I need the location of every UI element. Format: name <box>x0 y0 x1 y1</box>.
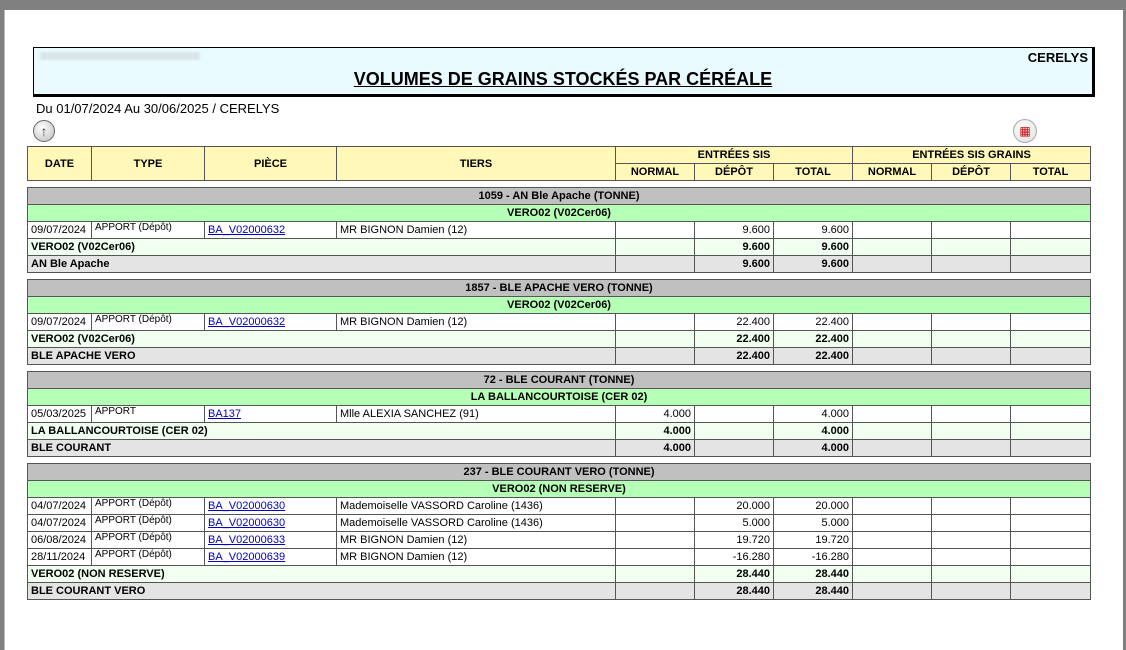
row-piece <box>205 532 337 549</box>
row-grains-cell <box>1011 515 1091 532</box>
row-piece <box>205 222 337 239</box>
row-normal <box>616 532 695 549</box>
subtotal-row-total: 22.400 <box>774 331 853 348</box>
piece-link[interactable]: BA_V02000639 <box>208 551 286 563</box>
subtotal-row-normal <box>616 566 695 583</box>
row-normal <box>616 314 695 331</box>
row-total: 19.720 <box>774 532 853 549</box>
total-row-grains-cell <box>932 256 1011 273</box>
col-tiers: TIERS <box>337 147 616 181</box>
subtotal-row <box>28 331 1091 348</box>
row-piece <box>205 406 337 423</box>
row-grains-cell <box>1011 532 1091 549</box>
total-row-grains-cell <box>932 440 1011 457</box>
row-depot: 22.400 <box>695 314 774 331</box>
row-grains-cell <box>853 549 932 566</box>
total-row-total: 28.440 <box>774 583 853 600</box>
total-row <box>28 348 1091 365</box>
col-total: TOTAL <box>774 164 853 181</box>
row-normal <box>616 498 695 515</box>
piece-link[interactable]: BA_V02000632 <box>208 316 286 328</box>
subtotal-row-total: 9.600 <box>774 239 853 256</box>
row-normal <box>616 222 695 239</box>
subtotal-row-depot: 9.600 <box>695 239 774 256</box>
piece-link[interactable]: BA_V02000632 <box>208 224 286 236</box>
group-title: 1857 - BLE APACHE VERO (TONNE) <box>28 280 1091 297</box>
subtotal-row-depot <box>695 423 774 440</box>
col-piece: PIÈCE <box>205 147 337 181</box>
subtotal-row-grains-cell <box>853 566 932 583</box>
table-row <box>28 515 1091 532</box>
row-grains-cell <box>853 498 932 515</box>
subtotal-row <box>28 423 1091 440</box>
total-row-grains-cell <box>853 440 932 457</box>
subtotal-row-depot: 28.440 <box>695 566 774 583</box>
group-spacer <box>28 365 1091 372</box>
subtotal-row-total: 28.440 <box>774 566 853 583</box>
total-row <box>28 256 1091 273</box>
row-type: APPORT (Dépôt) <box>92 549 205 566</box>
subgroup-title: VERO02 (V02Cer06) <box>28 297 1091 314</box>
subtotal-row-grains-cell <box>932 239 1011 256</box>
group-spacer <box>28 181 1091 188</box>
subtotal-row <box>28 566 1091 583</box>
piece-link[interactable]: BA137 <box>208 408 242 420</box>
subtotal-row-grains-cell <box>853 239 932 256</box>
row-tiers: Mlle ALEXIA SANCHEZ (91) <box>337 406 616 423</box>
row-grains-cell <box>1011 406 1091 423</box>
row-depot <box>695 406 774 423</box>
print-icon[interactable]: ▦ <box>1013 119 1037 143</box>
table-row <box>28 314 1091 331</box>
row-date: 05/03/2025 <box>28 406 92 423</box>
col-total-grains: TOTAL <box>1011 164 1091 181</box>
row-piece <box>205 498 337 515</box>
row-total: 22.400 <box>774 314 853 331</box>
total-row-grains-cell <box>853 348 932 365</box>
total-row <box>28 583 1091 600</box>
total-row-normal: 4.000 <box>616 440 695 457</box>
total-row-label: BLE COURANT <box>28 440 616 457</box>
total-row-depot: 22.400 <box>695 348 774 365</box>
col-entrees-sis-grains: ENTRÉES SIS GRAINS <box>853 147 1091 164</box>
row-type: APPORT (Dépôt) <box>92 498 205 515</box>
row-tiers: Mademoiselle VASSORD Caroline (1436) <box>337 515 616 532</box>
row-grains-cell <box>932 406 1011 423</box>
row-total: 20.000 <box>774 498 853 515</box>
total-row-normal <box>616 583 695 600</box>
row-grains-cell <box>932 515 1011 532</box>
report-period: Du 01/07/2024 Au 30/06/2025 / CERELYS <box>36 101 280 116</box>
row-type: APPORT (Dépôt) <box>92 515 205 532</box>
row-depot: 5.000 <box>695 515 774 532</box>
row-tiers: MR BIGNON Damien (12) <box>337 222 616 239</box>
total-row-grains-cell <box>1011 348 1091 365</box>
report-header <box>33 47 1095 97</box>
col-date: DATE <box>28 147 92 181</box>
subtotal-row-normal <box>616 239 695 256</box>
col-entrees-sis: ENTRÉES SIS <box>616 147 853 164</box>
row-date: 04/07/2024 <box>28 515 92 532</box>
subgroup-title: VERO02 (V02Cer06) <box>28 205 1091 222</box>
table-row <box>28 406 1091 423</box>
subtotal-row-label: VERO02 (V02Cer06) <box>28 239 616 256</box>
row-grains-cell <box>932 549 1011 566</box>
subtotal-row-total: 4.000 <box>774 423 853 440</box>
total-row-depot: 9.600 <box>695 256 774 273</box>
row-grains-cell <box>1011 549 1091 566</box>
subtotal-row-label: VERO02 (NON RESERVE) <box>28 566 616 583</box>
row-grains-cell <box>853 532 932 549</box>
row-depot: 19.720 <box>695 532 774 549</box>
row-grains-cell <box>932 314 1011 331</box>
table-row <box>28 498 1091 515</box>
report-table <box>27 146 1091 600</box>
total-row-label: AN Ble Apache <box>28 256 616 273</box>
group-spacer <box>28 457 1091 464</box>
total-row-total: 4.000 <box>774 440 853 457</box>
row-date: 09/07/2024 <box>28 222 92 239</box>
group-spacer <box>28 273 1091 280</box>
col-type: TYPE <box>92 147 205 181</box>
row-date: 06/08/2024 <box>28 532 92 549</box>
group-title: 237 - BLE COURANT VERO (TONNE) <box>28 464 1091 481</box>
total-row-grains-cell <box>932 583 1011 600</box>
col-depot-grains: DÉPÔT <box>932 164 1011 181</box>
table-row <box>28 532 1091 549</box>
subgroup-title: VERO02 (NON RESERVE) <box>28 481 1091 498</box>
row-depot: 20.000 <box>695 498 774 515</box>
row-tiers: MR BIGNON Damien (12) <box>337 314 616 331</box>
group-title: 72 - BLE COURANT (TONNE) <box>28 372 1091 389</box>
total-row-depot: 28.440 <box>695 583 774 600</box>
row-grains-cell <box>1011 498 1091 515</box>
company-name: CERELYS <box>1027 50 1088 65</box>
row-depot: -16.280 <box>695 549 774 566</box>
row-piece <box>205 515 337 532</box>
total-row-normal <box>616 256 695 273</box>
subtotal-row-grains-cell <box>853 331 932 348</box>
row-type: APPORT (Dépôt) <box>92 222 205 239</box>
col-normal-grains: NORMAL <box>853 164 932 181</box>
row-total: 5.000 <box>774 515 853 532</box>
total-row-normal <box>616 348 695 365</box>
row-total: 4.000 <box>774 406 853 423</box>
subtotal-row-grains-cell <box>932 423 1011 440</box>
subtotal-row-grains-cell <box>932 331 1011 348</box>
row-normal <box>616 515 695 532</box>
row-date: 09/07/2024 <box>28 314 92 331</box>
row-depot: 9.600 <box>695 222 774 239</box>
row-date: 28/11/2024 <box>28 549 92 566</box>
total-row-grains-cell <box>853 256 932 273</box>
blurred-text <box>40 52 200 60</box>
row-tiers: MR BIGNON Damien (12) <box>337 532 616 549</box>
subtotal-row-grains-cell <box>853 423 932 440</box>
piece-link[interactable]: BA_V02000630 <box>208 517 286 529</box>
row-grains-cell <box>1011 222 1091 239</box>
total-row-depot <box>695 440 774 457</box>
table-row <box>28 222 1091 239</box>
row-grains-cell <box>1011 314 1091 331</box>
row-grains-cell <box>932 222 1011 239</box>
subtotal-row-grains-cell <box>1011 331 1091 348</box>
row-type: APPORT (Dépôt) <box>92 314 205 331</box>
row-normal <box>616 549 695 566</box>
row-total: 9.600 <box>774 222 853 239</box>
row-piece <box>205 314 337 331</box>
table-row <box>28 549 1091 566</box>
row-date: 04/07/2024 <box>28 498 92 515</box>
row-grains-cell <box>853 314 932 331</box>
row-grains-cell <box>932 532 1011 549</box>
row-type: APPORT <box>92 406 205 423</box>
subtotal-row-grains-cell <box>1011 423 1091 440</box>
arrow-up-icon[interactable]: ↑ <box>33 120 55 142</box>
total-row-label: BLE COURANT VERO <box>28 583 616 600</box>
total-row-total: 9.600 <box>774 256 853 273</box>
subgroup-title: LA BALLANCOURTOISE (CER 02) <box>28 389 1091 406</box>
total-row-grains-cell <box>1011 256 1091 273</box>
total-row-grains-cell <box>1011 583 1091 600</box>
subtotal-row-grains-cell <box>1011 239 1091 256</box>
total-row-grains-cell <box>932 348 1011 365</box>
subtotal-row-grains-cell <box>1011 566 1091 583</box>
subtotal-row-depot: 22.400 <box>695 331 774 348</box>
col-normal: NORMAL <box>616 164 695 181</box>
row-grains-cell <box>853 222 932 239</box>
subtotal-row <box>28 239 1091 256</box>
row-grains-cell <box>853 515 932 532</box>
subtotal-row-normal <box>616 331 695 348</box>
row-grains-cell <box>932 498 1011 515</box>
total-row-label: BLE APACHE VERO <box>28 348 616 365</box>
subtotal-row-label: LA BALLANCOURTOISE (CER 02) <box>28 423 616 440</box>
subtotal-row-label: VERO02 (V02Cer06) <box>28 331 616 348</box>
report-title: VOLUMES DE GRAINS STOCKÉS PAR CÉRÉALE <box>353 69 773 89</box>
row-total: -16.280 <box>774 549 853 566</box>
row-type: APPORT (Dépôt) <box>92 532 205 549</box>
total-row-total: 22.400 <box>774 348 853 365</box>
total-row-grains-cell <box>853 583 932 600</box>
piece-link[interactable]: BA_V02000633 <box>208 534 286 546</box>
row-tiers: Mademoiselle VASSORD Caroline (1436) <box>337 498 616 515</box>
total-row <box>28 440 1091 457</box>
piece-link[interactable]: BA_V02000630 <box>208 500 286 512</box>
col-depot: DÉPÔT <box>695 164 774 181</box>
row-piece <box>205 549 337 566</box>
row-normal: 4.000 <box>616 406 695 423</box>
subtotal-row-grains-cell <box>932 566 1011 583</box>
group-title: 1059 - AN Ble Apache (TONNE) <box>28 188 1091 205</box>
total-row-grains-cell <box>1011 440 1091 457</box>
row-tiers: MR BIGNON Damien (12) <box>337 549 616 566</box>
row-grains-cell <box>853 406 932 423</box>
subtotal-row-normal: 4.000 <box>616 423 695 440</box>
